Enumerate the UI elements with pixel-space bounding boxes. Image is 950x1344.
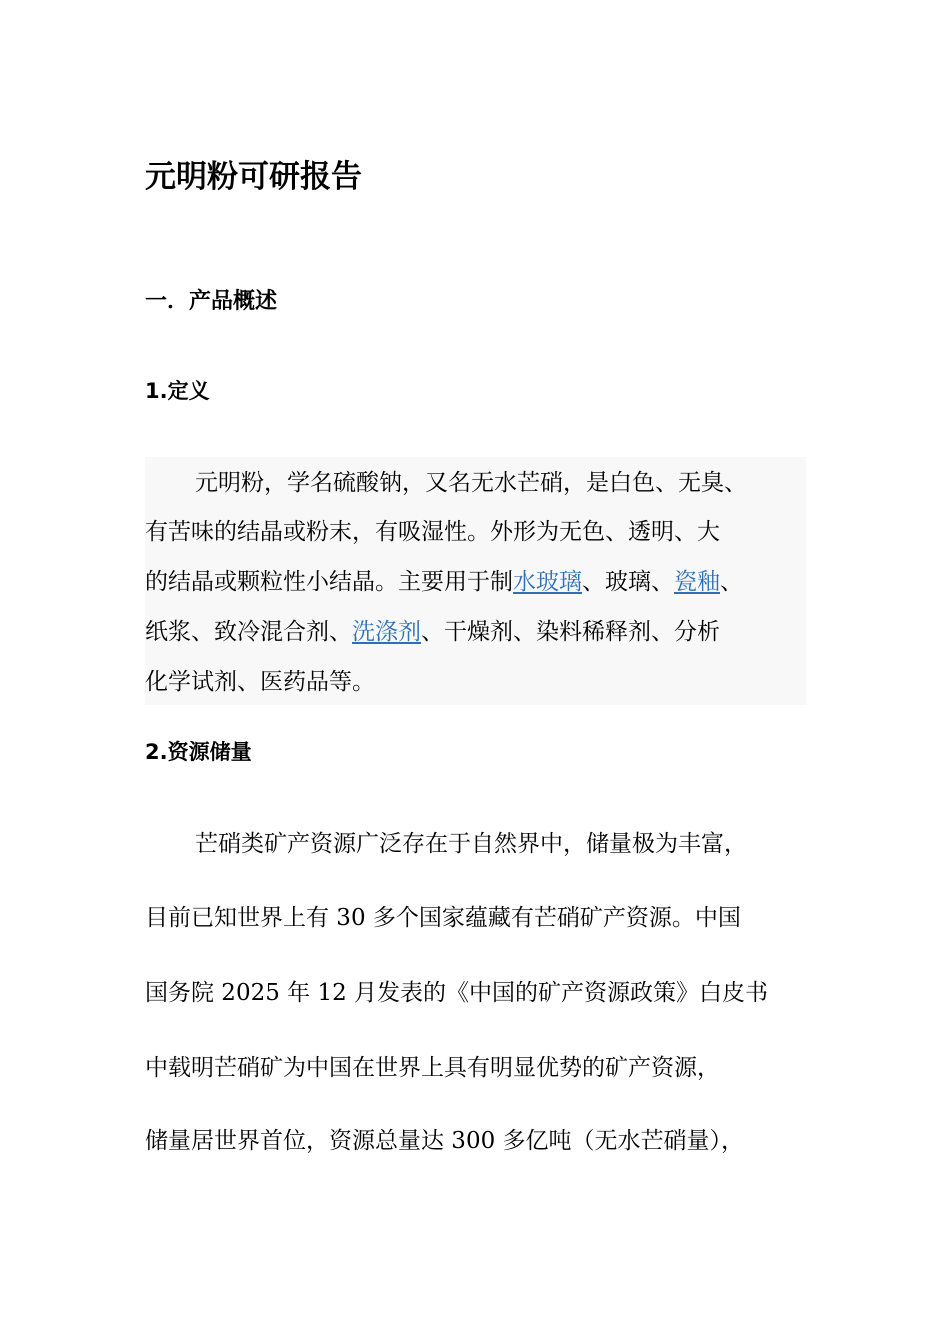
definition-line-3-text-b: 、玻璃、 (582, 569, 674, 595)
definition-line-3-text-a: 的结晶或颗粒性小结晶。主要用于制 (145, 569, 513, 595)
definition-line-2: 有苦味的结晶或粉末，有吸湿性。外形为无色、透明、大 (145, 519, 720, 545)
section-heading-product-overview: 一．产品概述 (145, 289, 278, 314)
link-porcelain-glaze[interactable]: 瓷釉 (674, 569, 720, 595)
link-detergent[interactable]: 洗涤剂 (352, 619, 421, 645)
document-title: 元明粉可研报告 (145, 159, 362, 195)
subheading-definition: 1.定义 (145, 379, 210, 403)
definition-line-4 (145, 617, 720, 647)
definition-line-3 (145, 567, 743, 597)
subheading-resource-reserves: 2.资源储量 (145, 740, 252, 764)
reserves-line-5: 储量居世界首位，资源总量达 300 多亿吨（无水芒硝量）， (145, 1128, 745, 1154)
definition-line-5: 化学试剂、医药品等。 (145, 669, 375, 695)
definition-line-1: 元明粉，学名硫酸钠，又名无水芒硝，是白色、无臭、 (195, 470, 747, 496)
reserves-line-1: 芒硝类矿产资源广泛存在于自然界中，储量极为丰富， (195, 831, 747, 857)
definition-line-4-text-a: 纸浆、致冷混合剂、 (145, 619, 352, 645)
definition-line-4-text-b: 、干燥剂、染料稀释剂、分析 (421, 619, 720, 645)
definition-line-3-text-c: 、 (720, 569, 743, 595)
reserves-line-2: 目前已知世界上有 30 多个国家蕴藏有芒硝矿产资源。中国 (145, 905, 741, 931)
link-water-glass[interactable]: 水玻璃 (513, 569, 582, 595)
reserves-line-3: 国务院 2025 年 12 月发表的《中国的矿产资源政策》白皮书 (145, 980, 769, 1006)
reserves-line-4: 中载明芒硝矿为中国在世界上具有明显优势的矿产资源， (145, 1055, 720, 1081)
